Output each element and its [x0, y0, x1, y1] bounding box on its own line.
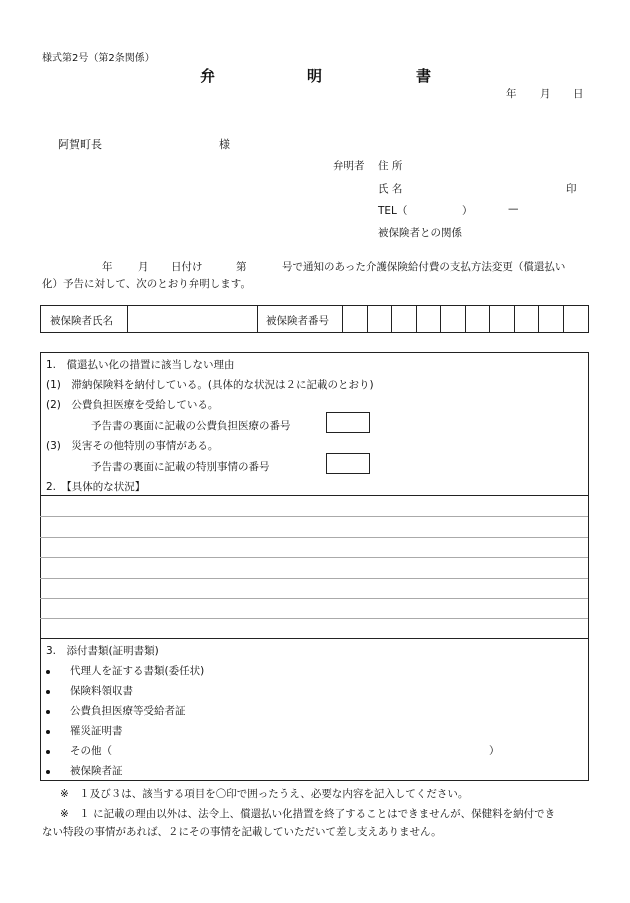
- other-close-paren: ）: [489, 745, 500, 757]
- date-day-label: 日: [573, 88, 584, 100]
- attachment-item: 代理人を証する書類(委任状): [70, 665, 205, 677]
- title-char-2: 明: [307, 67, 323, 85]
- writing-line: [40, 618, 588, 619]
- insured-name-cell-divider: [127, 305, 128, 332]
- attachment-item: 公費負担医療等受給者証: [70, 705, 186, 717]
- public-medical-number-label: 予告書の裏面に記載の公費負担医療の番号: [91, 420, 291, 432]
- writing-line: [40, 598, 588, 599]
- reason-item-3: (3) 災害その他特別の事情がある。: [46, 440, 219, 452]
- name-label: 氏 名: [378, 183, 403, 195]
- writing-line: [40, 578, 588, 579]
- public-medical-number-box[interactable]: [326, 412, 370, 433]
- digit-cell-divider: [367, 305, 368, 332]
- note-1: ※ １及び３は、該当する項目を〇印で囲ったうえ、必要な内容を記入してください。: [60, 788, 469, 800]
- writing-line: [40, 516, 588, 517]
- digit-cell-divider: [465, 305, 466, 332]
- insured-number-label-divider: [257, 305, 258, 332]
- section1-heading: 1. 償還払い化の措置に該当しない理由: [46, 359, 235, 371]
- section3-divider: [40, 638, 588, 639]
- special-circumstance-number-label: 予告書の裏面に記載の特別事情の番号: [91, 461, 270, 473]
- tel-close: ）: [462, 205, 473, 217]
- addressee-honorific: 様: [219, 138, 230, 151]
- bullet-icon: [46, 670, 50, 674]
- attachment-item: 罹災証明書: [70, 725, 123, 737]
- digit-cell-divider: [391, 305, 392, 332]
- intro-line2: 化）予告に対して、次のとおり弁明します。: [42, 278, 251, 290]
- note-2-line1: ※ １ に記載の理由以外は、法令上、償還払い化措置を終了することはできませんが、保健料を納付でき: [60, 808, 556, 820]
- section2-heading: 2. 【具体的な状況】: [46, 481, 146, 493]
- address-label: 住 所: [378, 160, 403, 172]
- bullet-icon: [46, 730, 50, 734]
- bullet-icon: [46, 690, 50, 694]
- tel-label: TEL（: [378, 205, 408, 217]
- intro-year: 年: [102, 261, 113, 273]
- attachment-item: その他（: [70, 745, 112, 757]
- title-char-3: 書: [416, 67, 432, 85]
- seal-label: 印: [566, 183, 577, 195]
- intro-line1: 号で通知のあった介護保険給付費の支払方法変更（償還払い: [282, 261, 566, 273]
- bullet-icon: [46, 770, 50, 774]
- writing-line: [40, 557, 588, 558]
- date-year-label: 年: [506, 88, 517, 100]
- attachment-item: 被保険者証: [70, 765, 123, 777]
- digit-cell-divider: [440, 305, 441, 332]
- digit-cell-divider: [514, 305, 515, 332]
- date-month-label: 月: [540, 88, 551, 100]
- insured-number-label: 被保険者番号: [266, 315, 329, 327]
- note-2-line2: ない特段の事情があれば、２にその事情を記載していただいて差し支えありません。: [42, 826, 442, 838]
- relation-label: 被保険者との関係: [378, 227, 462, 239]
- addressee-name: 阿賀町長: [58, 138, 102, 151]
- bullet-icon: [46, 750, 50, 754]
- reason-item-2: (2) 公費負担医療を受給している。: [46, 399, 219, 411]
- digit-cell-divider: [416, 305, 417, 332]
- intro-date-suffix: 日付け: [171, 261, 203, 273]
- intro-month: 月: [138, 261, 149, 273]
- attachment-item: 保険料領収書: [70, 685, 133, 697]
- digit-cell-divider: [538, 305, 539, 332]
- tel-dash: —: [508, 203, 519, 215]
- insured-name-label: 被保険者氏名: [50, 315, 113, 327]
- digit-cell-divider: [563, 305, 564, 332]
- intro-number-prefix: 第: [236, 261, 247, 273]
- special-circumstance-number-box[interactable]: [326, 453, 370, 474]
- digit-cell-divider: [489, 305, 490, 332]
- form-number: 様式第2号（第2条関係）: [42, 53, 155, 64]
- title-char-1: 弁: [200, 67, 216, 85]
- digit-cell-divider: [342, 305, 343, 332]
- bullet-icon: [46, 710, 50, 714]
- writing-line: [40, 537, 588, 538]
- reason-item-1: (1) 滞納保険料を納付している。(具体的な状況は２に記載のとおり): [46, 379, 374, 391]
- section2-top-line: [40, 495, 588, 496]
- section3-heading: 3. 添付書類(証明書類): [46, 645, 159, 657]
- applicant-label: 弁明者: [333, 160, 365, 172]
